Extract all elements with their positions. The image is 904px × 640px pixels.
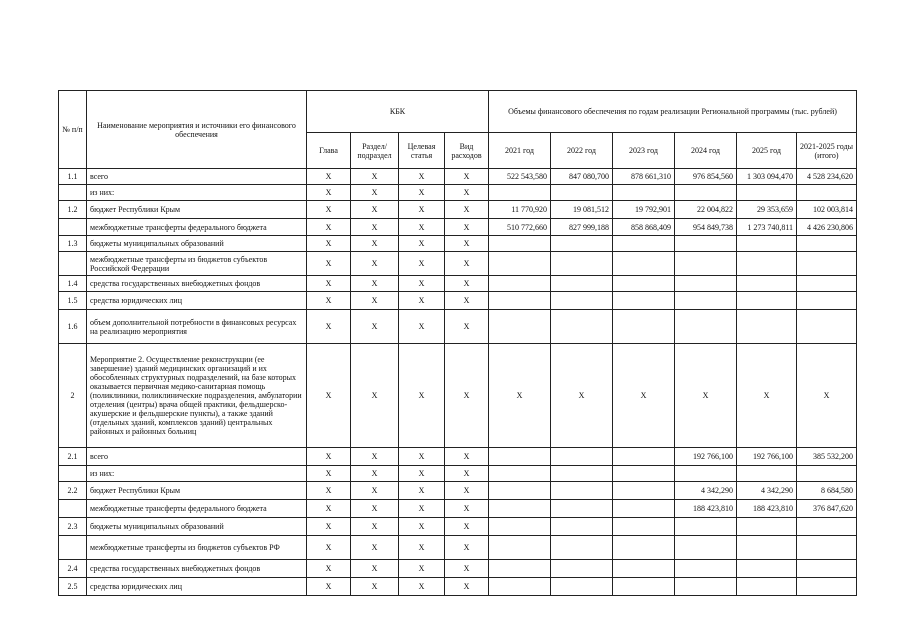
value-cell bbox=[489, 448, 551, 466]
kbk-cell: Х bbox=[445, 292, 489, 310]
value-cell bbox=[489, 482, 551, 500]
value-cell bbox=[797, 466, 857, 482]
row-name: объем дополнительной потребности в финансовых ресурсах на реализацию мероприятия bbox=[87, 310, 307, 344]
value-cell bbox=[489, 518, 551, 536]
kbk-cell: Х bbox=[445, 185, 489, 201]
value-cell bbox=[489, 276, 551, 292]
row-name: бюджет Республики Крым bbox=[87, 201, 307, 219]
row-name: средства юридических лиц bbox=[87, 292, 307, 310]
value-cell bbox=[675, 518, 737, 536]
kbk-cell: Х bbox=[307, 185, 351, 201]
table-row bbox=[59, 185, 857, 201]
kbk-cell: Х bbox=[399, 185, 445, 201]
col-header-total: 2021-2025 годы (итого) bbox=[797, 133, 857, 169]
row-name: межбюджетные трансферты федерального бюджета bbox=[87, 500, 307, 518]
kbk-cell: Х bbox=[399, 500, 445, 518]
value-cell: 522 543,580 bbox=[489, 169, 551, 185]
value-cell: 192 766,100 bbox=[675, 448, 737, 466]
kbk-cell: Х bbox=[445, 560, 489, 578]
col-header-num: № п/п bbox=[59, 91, 87, 169]
kbk-cell: Х bbox=[445, 578, 489, 596]
value-cell: 1 273 740,811 bbox=[737, 219, 797, 236]
value-cell bbox=[737, 518, 797, 536]
row-name: бюджеты муниципальных образований bbox=[87, 518, 307, 536]
value-cell: 4 342,290 bbox=[675, 482, 737, 500]
row-name: средства государственных внебюджетных фондов bbox=[87, 276, 307, 292]
kbk-cell: Х bbox=[399, 448, 445, 466]
row-name: бюджеты муниципальных образований bbox=[87, 236, 307, 252]
value-cell: 1 303 094,470 bbox=[737, 169, 797, 185]
row-name: из них: bbox=[87, 466, 307, 482]
row-name: средства государственных внебюджетных фондов bbox=[87, 560, 307, 578]
value-cell: 847 080,700 bbox=[551, 169, 613, 185]
value-cell bbox=[489, 466, 551, 482]
kbk-cell: Х bbox=[445, 500, 489, 518]
value-cell: Х bbox=[675, 344, 737, 448]
value-cell: Х bbox=[737, 344, 797, 448]
kbk-cell: Х bbox=[399, 310, 445, 344]
kbk-cell: Х bbox=[445, 448, 489, 466]
value-cell bbox=[675, 276, 737, 292]
col-header-year-2021: 2021 год bbox=[489, 133, 551, 169]
kbk-cell: Х bbox=[307, 518, 351, 536]
value-cell bbox=[613, 252, 675, 276]
value-cell bbox=[489, 500, 551, 518]
kbk-cell: Х bbox=[399, 236, 445, 252]
row-number bbox=[59, 500, 87, 518]
kbk-cell: Х bbox=[351, 169, 399, 185]
kbk-cell: Х bbox=[351, 344, 399, 448]
row-name: средства юридических лиц bbox=[87, 578, 307, 596]
table-row bbox=[59, 500, 857, 518]
col-header-glava: Глава bbox=[307, 133, 351, 169]
value-cell bbox=[489, 536, 551, 560]
kbk-cell: Х bbox=[351, 536, 399, 560]
value-cell bbox=[737, 560, 797, 578]
value-cell: 4 426 230,806 bbox=[797, 219, 857, 236]
value-cell: 858 868,409 bbox=[613, 219, 675, 236]
value-cell bbox=[797, 310, 857, 344]
kbk-cell: Х bbox=[399, 578, 445, 596]
col-header-kbk: КБК bbox=[307, 91, 489, 133]
row-name: бюджет Республики Крым bbox=[87, 482, 307, 500]
kbk-cell: Х bbox=[399, 219, 445, 236]
kbk-cell: Х bbox=[351, 236, 399, 252]
value-cell: 188 423,810 bbox=[675, 500, 737, 518]
kbk-cell: Х bbox=[399, 536, 445, 560]
table-row bbox=[59, 466, 857, 482]
value-cell bbox=[551, 578, 613, 596]
kbk-cell: Х bbox=[445, 536, 489, 560]
table-row bbox=[59, 482, 857, 500]
value-cell: 11 770,920 bbox=[489, 201, 551, 219]
value-cell bbox=[797, 185, 857, 201]
table-body bbox=[59, 169, 857, 596]
kbk-cell: Х bbox=[307, 578, 351, 596]
row-name: всего bbox=[87, 169, 307, 185]
kbk-cell: Х bbox=[307, 500, 351, 518]
value-cell: 510 772,660 bbox=[489, 219, 551, 236]
value-cell bbox=[551, 310, 613, 344]
kbk-cell: Х bbox=[399, 292, 445, 310]
table-row bbox=[59, 252, 857, 276]
value-cell bbox=[551, 482, 613, 500]
value-cell: 827 999,188 bbox=[551, 219, 613, 236]
value-cell bbox=[613, 448, 675, 466]
row-name: из них: bbox=[87, 185, 307, 201]
kbk-cell: Х bbox=[445, 482, 489, 500]
value-cell bbox=[551, 292, 613, 310]
value-cell bbox=[797, 518, 857, 536]
value-cell: 19 792,901 bbox=[613, 201, 675, 219]
kbk-cell: Х bbox=[307, 201, 351, 219]
value-cell bbox=[613, 466, 675, 482]
row-number: 1.1 bbox=[59, 169, 87, 185]
value-cell bbox=[797, 578, 857, 596]
kbk-cell: Х bbox=[399, 560, 445, 578]
value-cell: 878 661,310 bbox=[613, 169, 675, 185]
table-row bbox=[59, 518, 857, 536]
value-cell: 8 684,580 bbox=[797, 482, 857, 500]
value-cell bbox=[551, 536, 613, 560]
value-cell bbox=[489, 310, 551, 344]
value-cell bbox=[737, 310, 797, 344]
value-cell: 22 004,822 bbox=[675, 201, 737, 219]
kbk-cell: Х bbox=[351, 292, 399, 310]
kbk-cell: Х bbox=[351, 201, 399, 219]
table-row bbox=[59, 448, 857, 466]
table-row bbox=[59, 236, 857, 252]
kbk-cell: Х bbox=[307, 482, 351, 500]
kbk-cell: Х bbox=[445, 518, 489, 536]
kbk-cell: Х bbox=[307, 466, 351, 482]
kbk-cell: Х bbox=[307, 310, 351, 344]
kbk-cell: Х bbox=[445, 276, 489, 292]
kbk-cell: Х bbox=[351, 482, 399, 500]
kbk-cell: Х bbox=[307, 276, 351, 292]
value-cell: 102 003,814 bbox=[797, 201, 857, 219]
kbk-cell: Х bbox=[445, 219, 489, 236]
value-cell bbox=[675, 466, 737, 482]
table-row bbox=[59, 169, 857, 185]
value-cell: 4 342,290 bbox=[737, 482, 797, 500]
row-number: 1.5 bbox=[59, 292, 87, 310]
table-row bbox=[59, 344, 857, 448]
col-header-target-article: Целевая статья bbox=[399, 133, 445, 169]
value-cell: 976 854,560 bbox=[675, 169, 737, 185]
kbk-cell: Х bbox=[445, 201, 489, 219]
kbk-cell: Х bbox=[351, 500, 399, 518]
row-number bbox=[59, 252, 87, 276]
row-number bbox=[59, 185, 87, 201]
kbk-cell: Х bbox=[351, 252, 399, 276]
value-cell: Х bbox=[489, 344, 551, 448]
value-cell bbox=[797, 236, 857, 252]
value-cell: 4 528 234,620 bbox=[797, 169, 857, 185]
value-cell: Х bbox=[613, 344, 675, 448]
value-cell bbox=[737, 252, 797, 276]
kbk-cell: Х bbox=[351, 448, 399, 466]
kbk-cell: Х bbox=[351, 310, 399, 344]
value-cell bbox=[551, 276, 613, 292]
kbk-cell: Х bbox=[307, 169, 351, 185]
value-cell bbox=[613, 578, 675, 596]
value-cell bbox=[737, 536, 797, 560]
kbk-cell: Х bbox=[351, 185, 399, 201]
row-name: всего bbox=[87, 448, 307, 466]
kbk-cell: Х bbox=[399, 252, 445, 276]
table-row bbox=[59, 536, 857, 560]
kbk-cell: Х bbox=[351, 560, 399, 578]
value-cell bbox=[551, 252, 613, 276]
value-cell bbox=[675, 560, 737, 578]
table-row bbox=[59, 276, 857, 292]
table-row bbox=[59, 578, 857, 596]
value-cell bbox=[737, 185, 797, 201]
row-name: межбюджетные трансферты из бюджетов субъектов Российской Федерации bbox=[87, 252, 307, 276]
value-cell bbox=[737, 276, 797, 292]
value-cell: 188 423,810 bbox=[737, 500, 797, 518]
value-cell bbox=[613, 310, 675, 344]
row-number: 2.1 bbox=[59, 448, 87, 466]
value-cell bbox=[613, 292, 675, 310]
col-header-name: Наименование мероприятия и источники его финансового обеспечения bbox=[87, 91, 307, 169]
row-number bbox=[59, 466, 87, 482]
value-cell bbox=[675, 310, 737, 344]
value-cell bbox=[489, 185, 551, 201]
kbk-cell: Х bbox=[399, 482, 445, 500]
kbk-cell: Х bbox=[399, 276, 445, 292]
kbk-cell: Х bbox=[307, 344, 351, 448]
value-cell: 376 847,620 bbox=[797, 500, 857, 518]
value-cell bbox=[613, 276, 675, 292]
row-number: 2 bbox=[59, 344, 87, 448]
value-cell: 385 532,200 bbox=[797, 448, 857, 466]
financing-table bbox=[58, 90, 857, 596]
value-cell bbox=[613, 482, 675, 500]
kbk-cell: Х bbox=[351, 466, 399, 482]
kbk-cell: Х bbox=[307, 448, 351, 466]
row-name: межбюджетные трансферты федерального бюджета bbox=[87, 219, 307, 236]
row-number: 1.2 bbox=[59, 201, 87, 219]
value-cell bbox=[797, 560, 857, 578]
value-cell: Х bbox=[797, 344, 857, 448]
value-cell bbox=[551, 236, 613, 252]
value-cell bbox=[489, 236, 551, 252]
col-header-razdel: Раздел/ подраздел bbox=[351, 133, 399, 169]
value-cell bbox=[613, 518, 675, 536]
kbk-cell: Х bbox=[445, 169, 489, 185]
col-header-volumes: Объемы финансового обеспечения по годам реализации Региональной программы (тыс. рублей) bbox=[489, 91, 857, 133]
row-number: 2.4 bbox=[59, 560, 87, 578]
table-row bbox=[59, 219, 857, 236]
row-number bbox=[59, 219, 87, 236]
row-name: межбюджетные трансферты из бюджетов субъектов РФ bbox=[87, 536, 307, 560]
kbk-cell: Х bbox=[307, 560, 351, 578]
kbk-cell: Х bbox=[399, 344, 445, 448]
col-header-expense-type: Вид расходов bbox=[445, 133, 489, 169]
kbk-cell: Х bbox=[351, 219, 399, 236]
value-cell: 192 766,100 bbox=[737, 448, 797, 466]
kbk-cell: Х bbox=[307, 236, 351, 252]
value-cell bbox=[551, 466, 613, 482]
value-cell bbox=[737, 578, 797, 596]
value-cell bbox=[489, 252, 551, 276]
kbk-cell: Х bbox=[445, 466, 489, 482]
value-cell bbox=[737, 236, 797, 252]
value-cell bbox=[613, 236, 675, 252]
kbk-cell: Х bbox=[307, 252, 351, 276]
value-cell bbox=[737, 466, 797, 482]
value-cell: 29 353,659 bbox=[737, 201, 797, 219]
value-cell bbox=[675, 292, 737, 310]
col-header-year-2025: 2025 год bbox=[737, 133, 797, 169]
kbk-cell: Х bbox=[351, 518, 399, 536]
kbk-cell: Х bbox=[307, 536, 351, 560]
row-number: 1.6 bbox=[59, 310, 87, 344]
value-cell bbox=[613, 500, 675, 518]
col-header-year-2022: 2022 год bbox=[551, 133, 613, 169]
value-cell bbox=[551, 500, 613, 518]
value-cell: 19 081,512 bbox=[551, 201, 613, 219]
value-cell bbox=[797, 252, 857, 276]
value-cell bbox=[489, 578, 551, 596]
kbk-cell: Х bbox=[399, 201, 445, 219]
row-number: 1.4 bbox=[59, 276, 87, 292]
kbk-cell: Х bbox=[445, 252, 489, 276]
col-header-year-2024: 2024 год bbox=[675, 133, 737, 169]
value-cell bbox=[551, 448, 613, 466]
kbk-cell: Х bbox=[445, 344, 489, 448]
value-cell bbox=[613, 536, 675, 560]
table-row bbox=[59, 310, 857, 344]
value-cell bbox=[675, 536, 737, 560]
value-cell bbox=[797, 276, 857, 292]
row-number: 2.5 bbox=[59, 578, 87, 596]
kbk-cell: Х bbox=[307, 292, 351, 310]
table-row bbox=[59, 292, 857, 310]
kbk-cell: Х bbox=[399, 169, 445, 185]
header-row-1 bbox=[59, 91, 857, 133]
row-number: 2.2 bbox=[59, 482, 87, 500]
value-cell bbox=[551, 560, 613, 578]
kbk-cell: Х bbox=[445, 236, 489, 252]
row-name: Мероприятие 2. Осуществление реконструкции (ее завершение) зданий медицинских организаций и их обособленных структурных подразделений, на базе которых оказывается первичная медико-санитарная помощь (поликлиники, поликлинические подразделения, амбулатории отделения (центры) врача общей практики, фельдшерско-акушерские и фельдшерские пункты), а также зданий (отдельных зданий, комплексов зданий) центральных районных и районных больниц bbox=[87, 344, 307, 448]
value-cell bbox=[675, 185, 737, 201]
col-header-year-2023: 2023 год bbox=[613, 133, 675, 169]
value-cell bbox=[737, 292, 797, 310]
value-cell bbox=[489, 560, 551, 578]
kbk-cell: Х bbox=[351, 276, 399, 292]
row-number: 1.3 bbox=[59, 236, 87, 252]
kbk-cell: Х bbox=[399, 466, 445, 482]
value-cell: Х bbox=[551, 344, 613, 448]
kbk-cell: Х bbox=[351, 578, 399, 596]
table-row bbox=[59, 201, 857, 219]
value-cell bbox=[675, 578, 737, 596]
kbk-cell: Х bbox=[445, 310, 489, 344]
value-cell bbox=[613, 560, 675, 578]
table-row bbox=[59, 560, 857, 578]
value-cell bbox=[797, 536, 857, 560]
row-number bbox=[59, 536, 87, 560]
value-cell bbox=[613, 185, 675, 201]
value-cell bbox=[551, 185, 613, 201]
value-cell: 954 849,738 bbox=[675, 219, 737, 236]
value-cell bbox=[551, 518, 613, 536]
row-number: 2.3 bbox=[59, 518, 87, 536]
kbk-cell: Х bbox=[307, 219, 351, 236]
kbk-cell: Х bbox=[399, 518, 445, 536]
value-cell bbox=[675, 236, 737, 252]
value-cell bbox=[675, 252, 737, 276]
value-cell bbox=[489, 292, 551, 310]
value-cell bbox=[797, 292, 857, 310]
